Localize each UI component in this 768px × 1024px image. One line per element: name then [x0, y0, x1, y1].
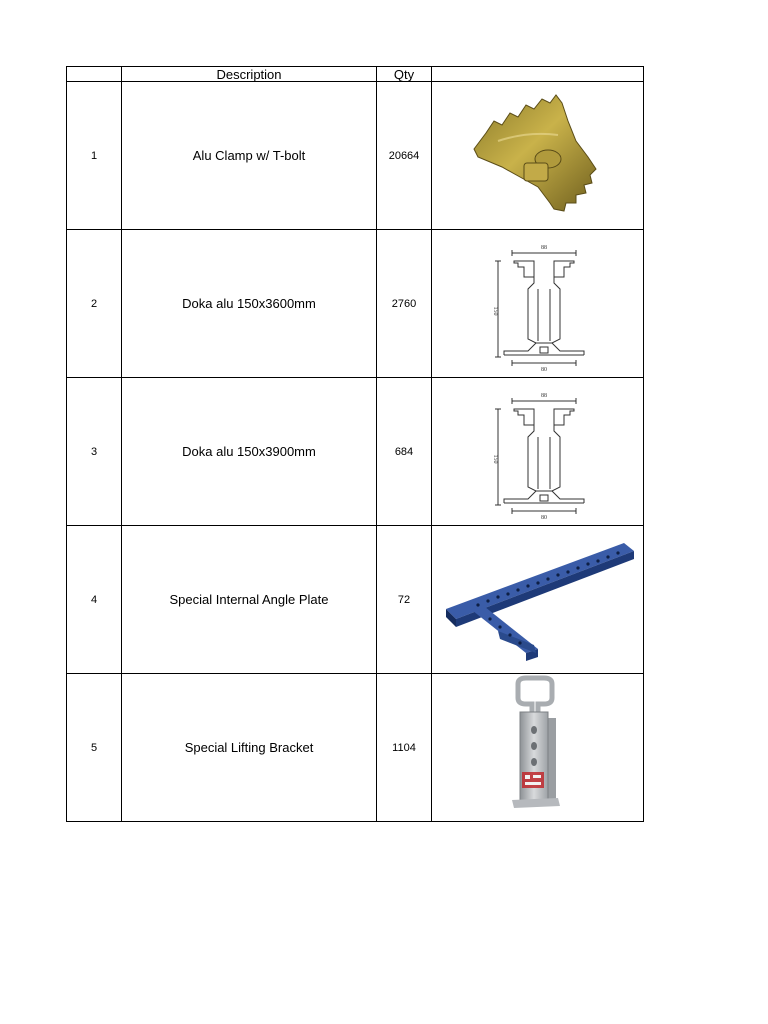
dim-bottom-label: 80	[540, 366, 547, 373]
item-description: Doka alu 150x3900mm	[122, 378, 377, 526]
dim-side-label: 150	[491, 454, 498, 463]
table-row	[67, 526, 644, 674]
items-table	[66, 66, 644, 822]
lifting-bracket-image	[498, 678, 578, 818]
item-image-cell	[432, 378, 644, 526]
dim-top-label: 88	[540, 392, 547, 399]
item-qty: 684	[377, 378, 432, 526]
item-description: Doka alu 150x3600mm	[122, 230, 377, 378]
row-number: 1	[67, 82, 122, 230]
doka-profile-drawing	[488, 239, 588, 373]
dim-side-label: 150	[491, 306, 498, 315]
header-image	[432, 67, 644, 82]
item-qty: 1104	[377, 674, 432, 822]
table-row	[67, 674, 644, 822]
item-qty: 2760	[377, 230, 432, 378]
header-qty: Qty	[377, 67, 432, 82]
alu-clamp-image	[458, 91, 618, 221]
table-row	[67, 230, 644, 378]
dim-top-label: 88	[540, 244, 547, 251]
table-row	[67, 378, 644, 526]
item-description: Special Lifting Bracket	[122, 674, 377, 822]
item-qty: 72	[377, 526, 432, 674]
header-description: Description	[122, 67, 377, 82]
item-description: Special Internal Angle Plate	[122, 526, 377, 674]
item-image-cell	[432, 230, 644, 378]
dim-bottom-label: 80	[540, 514, 547, 521]
doka-profile-drawing	[488, 387, 588, 521]
row-number: 2	[67, 230, 122, 378]
row-number: 3	[67, 378, 122, 526]
header-row	[67, 67, 644, 82]
item-image-cell	[432, 82, 644, 230]
header-no	[67, 67, 122, 82]
row-number: 5	[67, 674, 122, 822]
table-row	[67, 82, 644, 230]
angle-plate-image	[438, 533, 638, 667]
item-image-cell	[432, 526, 644, 674]
item-qty: 20664	[377, 82, 432, 230]
item-image-cell	[432, 674, 644, 822]
row-number: 4	[67, 526, 122, 674]
item-description: Alu Clamp w/ T-bolt	[122, 82, 377, 230]
